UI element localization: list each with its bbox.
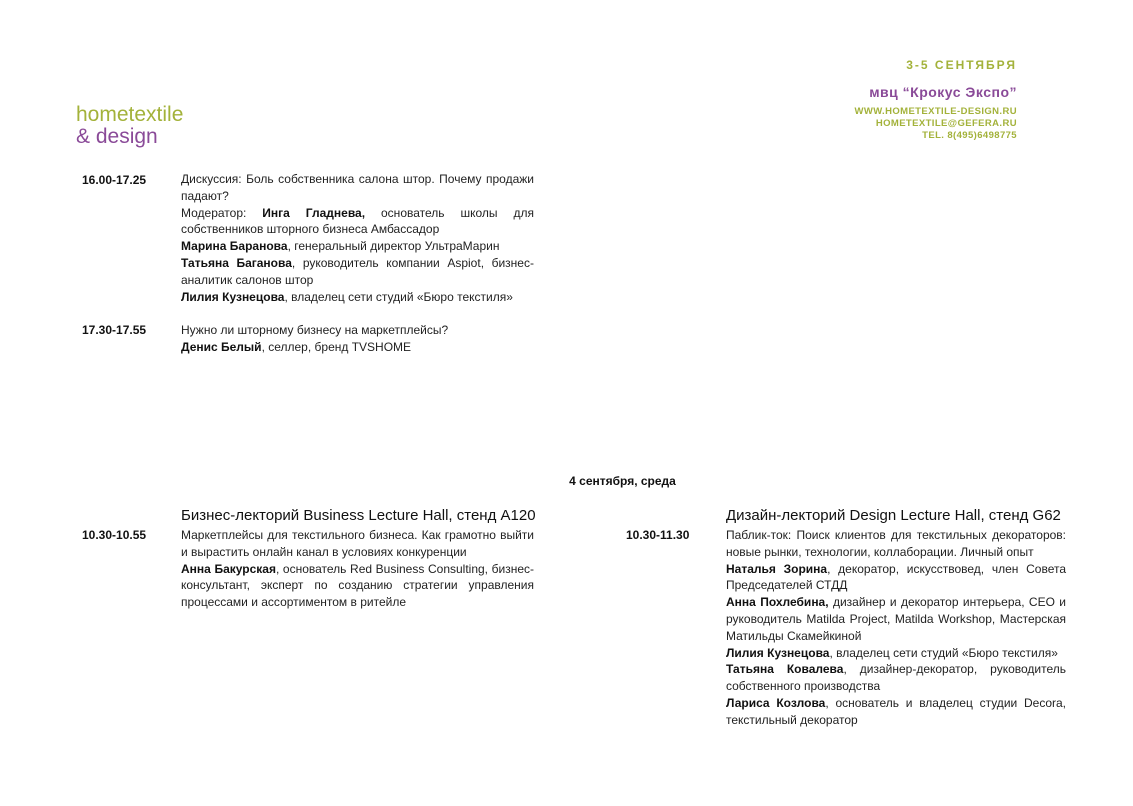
session-time: 16.00-17.25: [82, 173, 147, 187]
moderator-name: Инга Гладнева,: [262, 205, 366, 220]
session-title: Нужно ли шторному бизнесу на маркетплейсы?: [181, 323, 449, 337]
session-description: [181, 527, 534, 611]
session-description: [726, 527, 1066, 729]
speaker-name: Денис Белый: [181, 339, 262, 354]
speaker-line: [726, 561, 1066, 595]
speaker-line: [181, 339, 534, 356]
speaker-role: , основатель и владелец студии Decora, текстильный декоратор: [726, 695, 1067, 727]
speaker-name: Татьяна Ковалева: [726, 662, 844, 677]
logo-line-2: & design: [76, 125, 158, 148]
logo-line-1: hometextile: [76, 103, 184, 126]
email-link[interactable]: HOMETEXTILE@GEFERA.RU: [875, 118, 1017, 129]
session-title: Маркетплейсы для текстильного бизнеса. Как грамотно выйти и вырастить онлайн канал в условиях конкуренции: [181, 528, 534, 559]
speaker-name: Лилия Кузнецова: [181, 289, 285, 304]
session-title: Паблик-ток: Поиск клиентов для текстильных декораторов: новые рынки, технологии, коллаборации. Личный опыт: [726, 528, 1066, 559]
speaker-name: Татьяна Баганова: [181, 255, 292, 270]
speaker-role: , декоратор, искусствовед, член Совета Председателей СТДД: [726, 561, 1067, 593]
speaker-line: [726, 594, 1066, 644]
event-dates: 3-5 СЕНТЯБРЯ: [906, 58, 1017, 72]
speaker-name: Лариса Козлова: [726, 695, 826, 710]
speaker-role: , владелец сети студий «Бюро текстиля»: [829, 645, 1058, 660]
event-venue: мвц “Крокус Экспо”: [869, 84, 1017, 100]
speaker-line: [181, 255, 534, 289]
session-time: 17.30-17.55: [82, 323, 147, 337]
design-hall-heading: Дизайн-лекторий Design Lecture Hall, стенд G62: [726, 507, 1061, 524]
event-contacts: [854, 106, 1017, 142]
speaker-role: , дизайнер-декоратор, руководитель собственного производства: [726, 662, 1067, 694]
speaker-line: [181, 289, 534, 306]
speaker-role: дизайнер и декоратор интерьера, CEO и руководитель Matilda Project, Matilda Workshop, Мастерская Матильды Скамейкиной: [726, 595, 1066, 643]
speaker-line: [181, 561, 534, 611]
speaker-line: [726, 695, 1066, 729]
moderator-label: Модератор:: [181, 205, 263, 220]
speaker-line: [726, 661, 1066, 695]
session-time: 10.30-11.30: [626, 528, 690, 542]
speaker-role: , руководитель компании Aspiot, бизнес-аналитик салонов штор: [181, 255, 534, 287]
speaker-name: Наталья Зорина: [726, 561, 828, 576]
day-heading: 4 сентября, среда: [569, 474, 676, 488]
moderator-line: [181, 205, 534, 239]
moderator-role: основатель школы для собственников шторного бизнеса Амбассадор: [181, 205, 534, 237]
session-time: 10.30-10.55: [82, 528, 147, 542]
speaker-role: , владелец сети студий «Бюро текстиля»: [284, 289, 513, 304]
phone-number: TEL. 8(495)6498775: [922, 130, 1017, 141]
speaker-line: [726, 645, 1066, 662]
business-hall-heading: Бизнес-лекторий Business Lecture Hall, стенд А120: [181, 507, 536, 524]
speaker-name: Марина Баранова: [181, 239, 288, 254]
speaker-name: Анна Похлебина,: [726, 595, 829, 610]
session-title: Дискуссия: Боль собственника салона штор. Почему продажи падают?: [181, 172, 534, 203]
speaker-role: , генеральный директор УльтраМарин: [287, 239, 500, 254]
speaker-role: , селлер, бренд TVSHOME: [261, 339, 412, 354]
speaker-line: [181, 238, 534, 255]
speaker-name: Лилия Кузнецова: [726, 645, 830, 660]
website-link[interactable]: WWW.HOMETEXTILE-DESIGN.RU: [854, 106, 1017, 117]
speaker-role: , основатель Red Business Consulting, бизнес-консультант, эксперт по созданию стратегии управления процессами и ассортиментом в ритейле: [181, 561, 534, 610]
session-description: [181, 322, 534, 356]
session-description: [181, 171, 534, 305]
speaker-name: Анна Бакурская: [181, 561, 276, 576]
brand-logo: [76, 104, 183, 148]
